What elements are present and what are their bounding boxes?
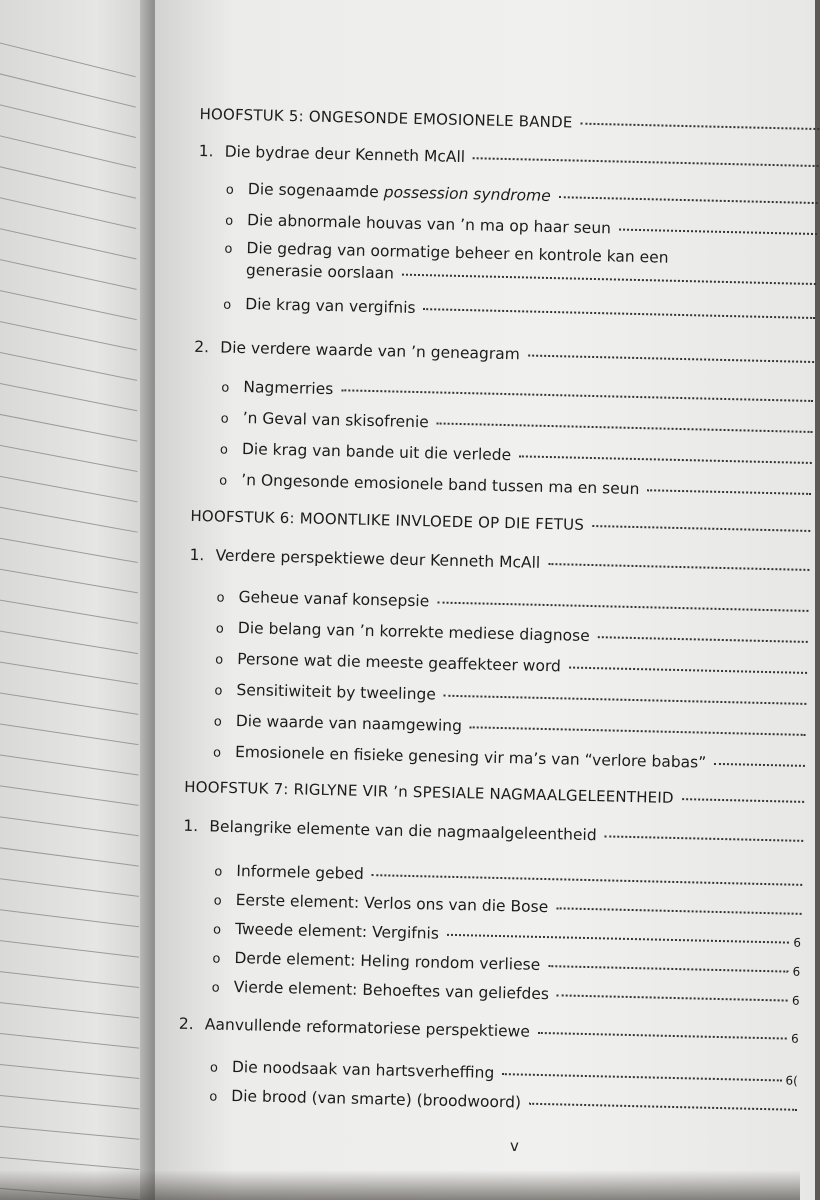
dot-leader (538, 1030, 787, 1040)
page-edge-shadow (0, 1170, 800, 1200)
bullet-icon: o (224, 213, 234, 229)
dot-leader (341, 387, 813, 402)
section-number: 1. (183, 816, 199, 836)
item-title: Die abnormale houvas van ’n ma op haar seun (246, 211, 612, 238)
dot-leader (592, 523, 810, 532)
ruled-line (0, 288, 137, 320)
page-number: 6( (785, 1073, 798, 1088)
bullet-icon: o (212, 922, 222, 938)
bullet-icon: o (225, 182, 234, 198)
dot-leader (502, 1071, 781, 1081)
dot-leader (437, 600, 808, 612)
bullet-icon: o (213, 714, 222, 730)
item-title: Persone wat die meeste geaffekteer word (237, 649, 562, 676)
ruled-line (0, 784, 139, 806)
section-title: Die verdere waarde van ’n geneagram (220, 338, 521, 364)
dot-leader (424, 306, 816, 319)
page-number: 6 (793, 935, 802, 950)
bullet-icon: o (211, 980, 220, 996)
dot-leader (647, 487, 811, 495)
ruled-line (0, 908, 139, 927)
ruled-line (0, 1125, 139, 1140)
dot-leader (548, 963, 789, 972)
dot-leader (605, 833, 804, 842)
bullet-icon: o (209, 1089, 218, 1105)
bullet-icon: o (212, 745, 222, 761)
ruled-line (0, 474, 138, 502)
bullet-icon: o (212, 951, 221, 967)
section-title: Belangrike elemente van die nagmaalgeleentheid (209, 817, 597, 845)
ruled-line (0, 722, 138, 745)
dot-leader (437, 420, 813, 433)
dot-leader (447, 932, 789, 944)
ruled-line (0, 598, 138, 624)
bullet-icon: o (213, 893, 222, 909)
dot-leader (559, 194, 818, 204)
page-folio: v (510, 1137, 519, 1155)
item-title: Geheue vanaf konsepsie (238, 588, 430, 611)
dot-leader (402, 272, 816, 285)
dot-leader (372, 872, 803, 886)
section-number: 1. (198, 141, 214, 161)
ruled-line (0, 1063, 139, 1079)
section-number: 1. (189, 545, 205, 565)
bullet-icon: o (209, 1060, 219, 1076)
ruled-line (0, 1032, 139, 1049)
item-title: Die waarde van naamgewing (235, 711, 463, 736)
section-title: Verdere perspektiewe deur Kenneth McAll (215, 546, 541, 572)
ruled-line (0, 815, 139, 836)
ruled-line (0, 164, 136, 199)
ruled-line (0, 877, 139, 897)
bullet-icon: o (219, 442, 229, 458)
bullet-icon: o (214, 864, 223, 880)
bullet-icon: o (223, 297, 232, 313)
ruled-line (0, 536, 138, 563)
section-number: 2. (178, 1014, 194, 1034)
ruled-line (0, 660, 138, 684)
dot-leader (598, 634, 808, 643)
item-title: Tweede element: Vergifnis (234, 920, 440, 943)
dot-leader (682, 796, 805, 803)
item-title-emphasis: possession syndrome (383, 183, 551, 205)
dot-leader (580, 121, 819, 130)
bullet-icon: o (220, 411, 229, 427)
dot-leader (556, 905, 801, 915)
item-title: ’n Ongesonde emosionele band tussen ma en seun (241, 471, 640, 499)
ruled-line (0, 195, 136, 229)
dot-leader (548, 561, 809, 571)
item-title: Die brood (van smarte) (broodwoord) (231, 1086, 522, 1112)
item-title: Nagmerries (243, 378, 334, 399)
section-number: 2. (194, 337, 210, 357)
ruled-line (0, 443, 137, 472)
bullet-icon: o (216, 590, 225, 606)
item-title: Die gedrag van oormatige beheer en kontrole kan een (246, 239, 669, 267)
section-title: Aanvullende reformatoriese perspektiewe (204, 1015, 531, 1041)
ruled-line (0, 567, 138, 593)
item-title: Informele gebed (236, 862, 365, 883)
chapter-title: HOOFSTUK 6: MOONTLIKE INVLOEDE OP DIE FETUS (190, 506, 585, 534)
ruled-line (0, 40, 136, 77)
item-title: Die sogenaamde (247, 180, 384, 202)
ruled-line (0, 970, 139, 988)
item-title: Emosionele en fisieke genesing vir ma’s van “verlore babas” (234, 742, 707, 772)
ruled-line (0, 939, 139, 958)
bullet-icon: o (219, 473, 228, 489)
item-title: Die krag van vergifnis (245, 295, 416, 317)
page-number: 6 (792, 964, 801, 979)
ruled-line (0, 319, 137, 351)
page-number: 6 (791, 993, 800, 1008)
bullet-icon: o (224, 241, 233, 257)
dot-leader (519, 453, 812, 464)
ruled-line (0, 846, 139, 867)
dot-leader (528, 353, 814, 363)
dot-leader (473, 155, 819, 167)
ruled-line (0, 71, 136, 108)
dot-leader (619, 227, 817, 235)
chapter-title: HOOFSTUK 7: RIGLYNE VIR ’n SPESIALE NAGMAALGELEENTHEID (184, 777, 674, 807)
ruled-line (0, 629, 138, 654)
item-title: Vierde element: Behoeftes van geliefdes (233, 977, 550, 1004)
item-title: Die belang van ’n korrekte mediese diagnose (237, 618, 590, 645)
dot-leader (444, 693, 807, 705)
section-title: Die bydrae deur Kenneth McAll (224, 142, 466, 167)
item-title: Die krag van bande uit die verlede (241, 440, 512, 465)
ruled-line (0, 226, 137, 259)
ruled-line (0, 133, 136, 168)
dot-leader (529, 1101, 797, 1111)
ruled-line (0, 753, 139, 776)
ruled-line (0, 350, 137, 381)
dot-leader (714, 761, 805, 767)
page-number: 6 (790, 1031, 799, 1046)
item-title-line2: generasie oorslaan (245, 261, 395, 283)
ruled-line (0, 257, 137, 290)
item-title: Sensitiwiteit by tweelinge (236, 680, 437, 704)
dot-leader (557, 992, 788, 1001)
bullet-icon: o (221, 380, 230, 396)
ruled-line (0, 412, 137, 442)
bullet-icon: o (215, 621, 225, 637)
ruled-line (0, 1156, 139, 1170)
item-title: Derde element: Heling rondom verliese (234, 949, 541, 974)
dot-leader (470, 724, 806, 736)
ruled-line (0, 505, 138, 533)
ruled-line (0, 1001, 139, 1018)
chapter-title: HOOFSTUK 5: ONGESONDE EMOSIONELE BANDE (199, 104, 573, 132)
bullet-icon: o (214, 683, 223, 699)
item-title: Die noodsaak van hartsverheffing (231, 1057, 495, 1082)
bullet-icon: o (215, 652, 224, 668)
ruled-line (0, 102, 136, 138)
dot-leader (569, 665, 807, 674)
facing-page (0, 0, 160, 1200)
ruled-line (0, 1094, 139, 1109)
ruled-line (0, 691, 138, 715)
ruled-line (0, 381, 137, 411)
item-title: Eerste element: Verlos ons van die Bose (235, 891, 549, 917)
item-title: ’n Geval van skisofrenie (242, 409, 430, 432)
